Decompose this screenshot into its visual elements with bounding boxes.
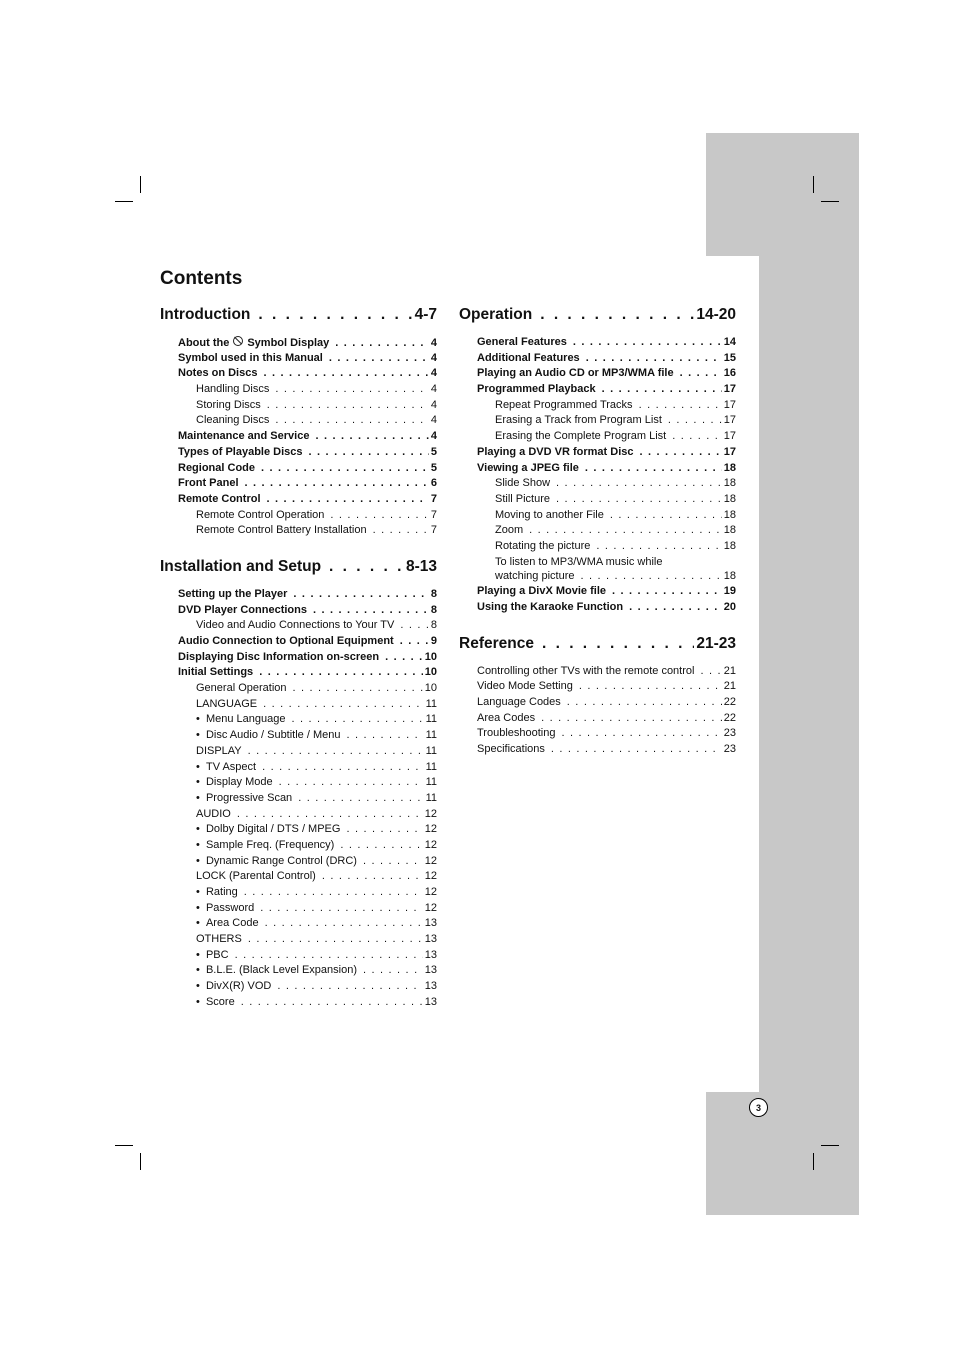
entry-title: Moving to another File: [495, 508, 604, 521]
entry-page: 20: [723, 601, 736, 613]
side-tab-strip: [759, 256, 859, 1092]
toc-entry[interactable]: [160, 446, 437, 462]
dot-leader: [529, 524, 722, 536]
entry-title: Maintenance and Service: [178, 430, 310, 443]
entry-title: Notes on Discs: [178, 367, 258, 380]
toc-section-heading[interactable]: [160, 306, 437, 332]
entry-title: Playing an Audio CD or MP3/WMA file: [477, 367, 674, 380]
entry-page: 4: [430, 383, 437, 396]
toc-entry[interactable]: [459, 509, 736, 525]
side-tab: [706, 133, 859, 256]
crop-mark: [140, 1153, 141, 1170]
dot-leader: [639, 399, 722, 411]
toc-entry[interactable]: [160, 367, 437, 383]
toc-entry[interactable]: [459, 524, 736, 540]
toc-entry-list: [160, 336, 437, 540]
entry-title: • Menu Language: [196, 713, 285, 725]
entry-page: 13: [424, 995, 437, 1008]
dot-leader: [248, 933, 423, 945]
entry-page: 10: [424, 650, 437, 663]
entry-page: 18: [723, 524, 736, 537]
dot-leader: [340, 839, 422, 851]
entry-page: 8: [430, 587, 437, 600]
toc-column-right: [459, 306, 736, 759]
dot-leader: [668, 414, 722, 426]
entry-page: 11: [425, 713, 437, 726]
entry-title: Video Mode Setting: [477, 680, 573, 693]
dot-leader: [245, 477, 429, 489]
entry-title: • Rating: [196, 886, 238, 898]
entry-page: 5: [430, 461, 437, 474]
toc-entry[interactable]: [160, 399, 437, 415]
toc-entry[interactable]: [160, 729, 437, 745]
entry-page: 21: [723, 680, 736, 693]
dot-leader: [585, 462, 722, 474]
entry-title: Storing Discs: [196, 398, 261, 411]
toc-entry[interactable]: [160, 336, 437, 352]
section-pages: 21-23: [696, 634, 736, 652]
dot-leader: [540, 306, 694, 324]
dot-leader: [346, 823, 422, 835]
entry-title: Initial Settings: [178, 666, 254, 679]
entry-title: Video and Audio Connections to Your TV: [196, 619, 395, 632]
entry-title: • Score: [196, 996, 235, 1008]
dot-leader: [385, 651, 423, 663]
toc-column-left: [160, 306, 437, 1012]
prohibited-icon: [233, 336, 243, 346]
toc-entry[interactable]: [160, 713, 437, 729]
entry-title: General Features: [477, 336, 567, 348]
entry-page: 17: [723, 398, 736, 411]
entry-title: Playing a DivX Movie file: [477, 585, 606, 598]
entry-title: Audio Connection to Optional Equipment: [178, 635, 394, 647]
toc-entry[interactable]: [160, 808, 437, 824]
toc-section-heading[interactable]: [459, 635, 736, 661]
toc-entry[interactable]: [160, 917, 437, 933]
entry-page: 12: [424, 823, 437, 836]
entry-title: Troubleshooting: [477, 727, 556, 740]
dot-leader: [329, 558, 404, 576]
entry-page: 13: [424, 917, 437, 930]
toc-entry[interactable]: [459, 336, 736, 352]
toc-entry[interactable]: [160, 855, 437, 871]
page-title: Contents: [160, 268, 243, 289]
entry-page: 7: [430, 508, 437, 521]
section-title: Introduction: [160, 306, 251, 323]
toc-entry[interactable]: [160, 430, 437, 446]
entry-page: 18: [723, 508, 736, 521]
toc-entry[interactable]: [160, 698, 437, 714]
dot-leader: [265, 917, 423, 929]
dot-leader: [263, 698, 423, 710]
entry-page: 21: [723, 664, 736, 677]
dot-leader: [335, 337, 429, 349]
dot-leader: [241, 996, 423, 1008]
entry-page: 4: [430, 414, 437, 427]
dot-leader: [579, 680, 722, 692]
dot-leader: [298, 792, 423, 804]
toc-entry[interactable]: [160, 666, 437, 682]
toc-entry[interactable]: [160, 604, 437, 620]
crop-mark: [821, 1145, 839, 1146]
entry-page: 23: [723, 727, 736, 740]
toc-entry-list: [459, 336, 736, 617]
entry-page: 4: [430, 430, 437, 443]
entry-page: 22: [723, 696, 736, 709]
entry-page: 7: [430, 524, 437, 537]
entry-page: 7: [430, 492, 437, 505]
toc-entry[interactable]: [160, 477, 437, 493]
dot-leader: [329, 352, 429, 364]
dot-leader: [567, 696, 722, 708]
toc-entry[interactable]: [459, 414, 736, 430]
entry-title: Controlling other TVs with the remote control: [477, 664, 695, 677]
dot-leader: [610, 509, 722, 521]
entry-title: Repeat Programmed Tracks: [495, 398, 633, 411]
toc-entry[interactable]: [160, 524, 437, 540]
entry-title-suffix: Symbol Display: [247, 337, 330, 349]
entry-page: 4: [430, 367, 437, 380]
toc-entry[interactable]: [459, 352, 736, 368]
dot-leader: [258, 306, 412, 324]
entry-title: • Dolby Digital / DTS / MPEG: [196, 823, 340, 835]
toc-entry[interactable]: [160, 776, 437, 792]
entry-title: Still Picture: [495, 492, 551, 505]
entry-page: 8: [430, 619, 437, 632]
toc-entry[interactable]: [160, 761, 437, 777]
toc-entry[interactable]: [459, 696, 736, 712]
toc-entry[interactable]: [459, 383, 736, 399]
toc-entry[interactable]: [459, 430, 736, 446]
dot-leader: [573, 336, 722, 348]
dot-leader: [551, 743, 722, 755]
section-gap: [459, 617, 736, 635]
entry-title: • Password: [196, 902, 254, 914]
entry-page: 4: [430, 337, 437, 349]
entry-title: Remote Control Operation: [196, 508, 325, 521]
dot-leader: [400, 619, 429, 631]
entry-title: watching picture: [495, 569, 575, 582]
entry-page: 12: [424, 886, 437, 898]
toc-section-heading[interactable]: [459, 306, 736, 332]
entry-page: 19: [723, 585, 736, 598]
toc-entry[interactable]: [459, 493, 736, 509]
toc-entry[interactable]: [160, 839, 437, 855]
entry-page: 11: [425, 791, 437, 804]
entry-page: 13: [424, 933, 437, 946]
entry-page: 23: [723, 743, 736, 756]
toc-entry[interactable]: [160, 745, 437, 761]
toc-entry[interactable]: [459, 712, 736, 728]
entry-title: Playing a DVD VR format Disc: [477, 445, 634, 458]
entry-title: • B.L.E. (Black Level Expansion): [196, 964, 357, 976]
toc-entry[interactable]: [459, 446, 736, 462]
entry-page: 6: [430, 477, 437, 490]
side-tab-bottom: [706, 1092, 859, 1215]
dot-leader: [346, 729, 423, 741]
dot-leader: [629, 601, 722, 613]
dot-leader: [267, 399, 429, 411]
toc-entry[interactable]: [160, 414, 437, 430]
toc-entry[interactable]: [160, 682, 437, 698]
dot-leader: [602, 383, 722, 395]
entry-page: 11: [425, 697, 437, 710]
entry-page: 18: [723, 569, 736, 582]
toc-entry[interactable]: [160, 619, 437, 635]
dot-leader: [248, 745, 424, 757]
entry-title: • Sample Freq. (Frequency): [196, 839, 334, 851]
entry-title: Zoom: [495, 524, 524, 537]
entry-page: 14: [723, 336, 736, 348]
entry-title: • Area Code: [196, 917, 259, 929]
entry-page: 11: [425, 729, 437, 742]
section-title: Reference: [459, 634, 534, 652]
dot-leader: [556, 493, 722, 505]
entry-page: 10: [424, 682, 437, 695]
entry-title: • PBC: [196, 949, 229, 961]
toc-entry[interactable]: [459, 462, 736, 478]
toc-entry[interactable]: [160, 635, 437, 651]
entry-title: OTHERS: [196, 933, 242, 946]
entry-page: 18: [723, 539, 736, 552]
entry-title: Area Codes: [477, 711, 536, 724]
dot-leader: [293, 588, 428, 600]
dot-leader: [313, 604, 429, 616]
toc-entry[interactable]: [160, 588, 437, 604]
entry-page: 8: [430, 603, 437, 616]
toc-entry[interactable]: [459, 570, 736, 586]
dot-leader: [400, 635, 429, 647]
section-pages: 14-20: [696, 306, 736, 323]
toc-entry[interactable]: [160, 509, 437, 525]
dot-leader: [363, 964, 423, 976]
entry-page: 15: [723, 351, 736, 364]
toc-entry[interactable]: [160, 933, 437, 949]
section-pages: 8-13: [405, 557, 437, 575]
dot-leader: [262, 761, 423, 773]
toc-entry[interactable]: [459, 743, 736, 759]
dot-leader: [244, 886, 423, 898]
dot-leader: [259, 666, 423, 678]
dot-leader: [680, 367, 722, 379]
dot-leader: [672, 430, 722, 442]
dot-leader: [237, 808, 423, 820]
dot-leader: [322, 870, 423, 882]
toc-entry[interactable]: [160, 902, 437, 918]
entry-page: 4: [430, 351, 437, 364]
entry-title: Types of Playable Discs: [178, 445, 303, 458]
entry-title: Remote Control: [178, 492, 261, 505]
dot-leader: [309, 446, 429, 458]
entry-page: 13: [424, 964, 437, 977]
entry-page: 18: [723, 492, 736, 505]
entry-page: 5: [430, 445, 437, 458]
dot-leader: [596, 540, 721, 552]
toc-entry[interactable]: [160, 823, 437, 839]
toc-entry[interactable]: [459, 556, 736, 570]
toc-entry[interactable]: [459, 601, 736, 617]
entry-page: 17: [723, 383, 736, 396]
dot-leader: [640, 446, 722, 458]
toc-section-heading[interactable]: [160, 558, 437, 584]
entry-title: Erasing the Complete Program List: [495, 430, 667, 443]
dot-leader: [267, 493, 429, 505]
entry-title: • Disc Audio / Subtitle / Menu: [196, 729, 340, 741]
entry-title: About the: [178, 337, 230, 349]
section-gap: [160, 540, 437, 558]
entry-title: Remote Control Battery Installation: [196, 524, 367, 537]
section-pages: 4-7: [414, 306, 437, 323]
entry-title: • DivX(R) VOD: [196, 980, 271, 992]
dot-leader: [612, 585, 722, 597]
entry-page: 12: [424, 807, 437, 820]
entry-page: 16: [723, 367, 736, 380]
crop-mark: [821, 201, 839, 202]
toc-entry[interactable]: [160, 383, 437, 399]
entry-page: 11: [425, 760, 437, 773]
dot-leader: [586, 352, 722, 364]
entry-page: 18: [723, 477, 736, 490]
entry-title: • Display Mode: [196, 776, 273, 788]
toc-entry[interactable]: [160, 462, 437, 478]
toc-entry[interactable]: [459, 477, 736, 493]
entry-page: 17: [723, 445, 736, 458]
dot-leader: [235, 949, 423, 961]
entry-title: Symbol used in this Manual: [178, 351, 323, 364]
toc-entry[interactable]: [160, 493, 437, 509]
entry-title: DVD Player Connections: [178, 603, 307, 616]
entry-title: Displaying Disc Information on-screen: [178, 650, 380, 663]
dot-leader: [293, 682, 423, 694]
toc-entry[interactable]: [160, 651, 437, 667]
entry-title: Erasing a Track from Program List: [495, 414, 662, 427]
entry-title: Specifications: [477, 743, 545, 756]
page-number: 3: [749, 1098, 768, 1117]
dot-leader: [363, 855, 423, 867]
entry-title: Rotating the picture: [495, 539, 591, 552]
entry-page: 4: [430, 398, 437, 411]
entry-title: Cleaning Discs: [196, 414, 270, 427]
entry-page: 9: [430, 635, 437, 647]
entry-page: 13: [424, 948, 437, 961]
entry-title: Viewing a JPEG file: [477, 461, 579, 474]
entry-page: 11: [425, 744, 437, 757]
toc-entry[interactable]: [459, 399, 736, 415]
toc-entry[interactable]: [160, 964, 437, 980]
dot-leader: [291, 713, 423, 725]
entry-title: Additional Features: [477, 351, 580, 364]
section-title: Installation and Setup: [160, 557, 322, 575]
toc-entry[interactable]: [459, 680, 736, 696]
dot-leader: [263, 367, 428, 379]
toc-entry-list: [160, 588, 437, 1012]
crop-mark: [115, 1145, 133, 1146]
dot-leader: [315, 430, 428, 442]
toc-entry[interactable]: [160, 352, 437, 368]
entry-title: Slide Show: [495, 477, 551, 490]
toc-entry[interactable]: [160, 870, 437, 886]
entry-title: Language Codes: [477, 696, 561, 709]
entry-title: Using the Karaoke Function: [477, 601, 624, 613]
toc-entry[interactable]: [459, 727, 736, 743]
crop-mark: [115, 201, 133, 202]
dot-leader: [261, 462, 429, 474]
entry-title: • TV Aspect: [196, 761, 256, 773]
dot-leader: [279, 776, 424, 788]
entry-title: DISPLAY: [196, 744, 242, 757]
entry-title: Front Panel: [178, 477, 239, 490]
entry-title: Regional Code: [178, 461, 256, 474]
toc-entry[interactable]: [160, 980, 437, 996]
toc-entry[interactable]: [160, 792, 437, 808]
entry-title: LOCK (Parental Control): [196, 870, 316, 883]
crop-mark: [140, 176, 141, 193]
toc-entry[interactable]: [459, 367, 736, 383]
dot-leader: [581, 570, 722, 582]
dot-leader: [556, 477, 722, 489]
entry-page: 18: [723, 461, 736, 474]
crop-mark: [813, 176, 814, 193]
entry-page: 10: [424, 666, 437, 679]
toc-entry[interactable]: [459, 665, 736, 681]
entry-page: 13: [424, 980, 437, 993]
toc-entry-list: [459, 665, 736, 759]
toc-entry[interactable]: [160, 886, 437, 902]
entry-page: 12: [424, 901, 437, 914]
toc-entry[interactable]: [160, 996, 437, 1012]
entry-page: 17: [723, 430, 736, 443]
crop-mark: [813, 1153, 814, 1170]
entry-title: LANGUAGE: [196, 697, 258, 710]
toc-entry[interactable]: [459, 540, 736, 556]
entry-page: 22: [723, 711, 736, 724]
entry-title: Setting up the Player: [178, 587, 288, 600]
toc-entry[interactable]: [459, 585, 736, 601]
entry-page: 11: [425, 776, 437, 789]
entry-page: 12: [424, 870, 437, 883]
entry-title: Programmed Playback: [477, 383, 596, 396]
dot-leader: [275, 383, 429, 395]
dot-leader: [541, 712, 722, 724]
dot-leader: [700, 665, 721, 677]
entry-title: General Operation: [196, 682, 287, 695]
dot-leader: [561, 727, 721, 739]
entry-page: 12: [424, 838, 437, 851]
dot-leader: [260, 902, 422, 914]
entry-page: 17: [723, 414, 736, 427]
entry-title: AUDIO: [196, 807, 231, 820]
entry-title: Handling Discs: [196, 383, 270, 396]
dot-leader: [330, 509, 428, 521]
entry-title: To listen to MP3/WMA music while: [495, 555, 663, 568]
entry-page: 12: [424, 854, 437, 867]
toc-entry[interactable]: [160, 949, 437, 965]
dot-leader: [277, 980, 422, 992]
dot-leader: [275, 414, 429, 426]
entry-title: • Progressive Scan: [196, 792, 292, 804]
section-title: Operation: [459, 306, 533, 323]
dot-leader: [373, 524, 429, 536]
dot-leader: [542, 635, 694, 653]
entry-title: • Dynamic Range Control (DRC): [196, 855, 357, 867]
